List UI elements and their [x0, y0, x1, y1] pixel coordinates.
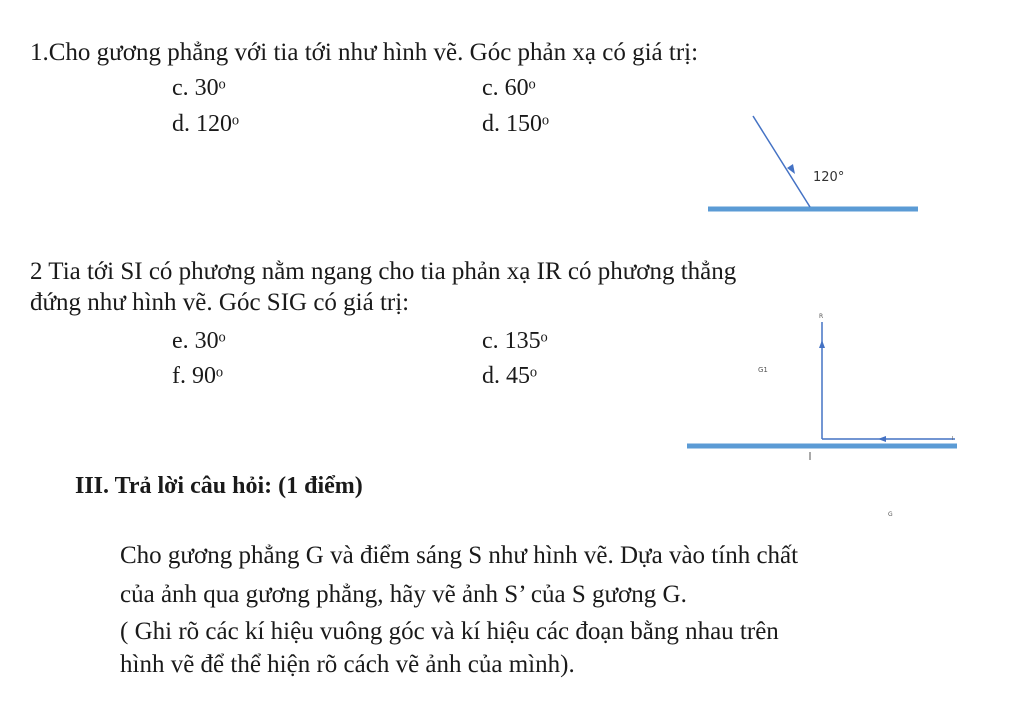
q2-option-1[interactable]: e. 30ᵒ [172, 328, 226, 354]
question-1-text: 1.Cho gương phẳng với tia tới như hình vẽ. Góc phản xạ có giá trị: [30, 39, 699, 66]
q1-option-3[interactable]: d. 120ᵒ [172, 111, 239, 137]
section-3-line-1: Cho gương phẳng G và điểm sáng S như hình vẽ. Dựa vào tính chất [120, 542, 799, 569]
label-r: R [819, 313, 824, 320]
q2-option-2[interactable]: c. 135ᵒ [482, 328, 548, 354]
q1-option-2[interactable]: c. 60ᵒ [482, 75, 536, 101]
question-2-line2: đứng như hình vẽ. Góc SIG có giá trị: [30, 289, 410, 316]
label-g: G [888, 511, 893, 518]
ray-arrow-icon [819, 340, 825, 348]
label-i: I [952, 436, 954, 442]
section-3-heading: III. Trả lời câu hỏi: (1 điểm) [75, 473, 363, 499]
ray-arrow-icon [878, 436, 886, 442]
incident-ray-1 [753, 116, 810, 207]
q2-option-4[interactable]: d. 45ᵒ [482, 363, 537, 389]
ray-arrow-icon [787, 164, 795, 174]
q1-option-1[interactable]: c. 30ᵒ [172, 75, 226, 101]
section-3-line-2: của ảnh qua gương phẳng, hãy vẽ ảnh S’ của S gương G. [120, 581, 687, 608]
section-3-line-3: ( Ghi rõ các kí hiệu vuông góc và kí hiệu các đoạn bằng nhau trên [120, 618, 779, 645]
q1-option-4[interactable]: d. 150ᵒ [482, 111, 549, 137]
label-g1: G1 [758, 366, 768, 374]
question-2-line1: 2 Tia tới SI có phương nằm ngang cho tia phản xạ IR có phương thẳng [30, 258, 737, 285]
section-3-line-4: hình vẽ để thể hiện rõ cách vẽ ảnh của mình). [120, 651, 575, 678]
angle-label: 120° [813, 170, 845, 185]
q2-option-3[interactable]: f. 90ᵒ [172, 363, 223, 389]
